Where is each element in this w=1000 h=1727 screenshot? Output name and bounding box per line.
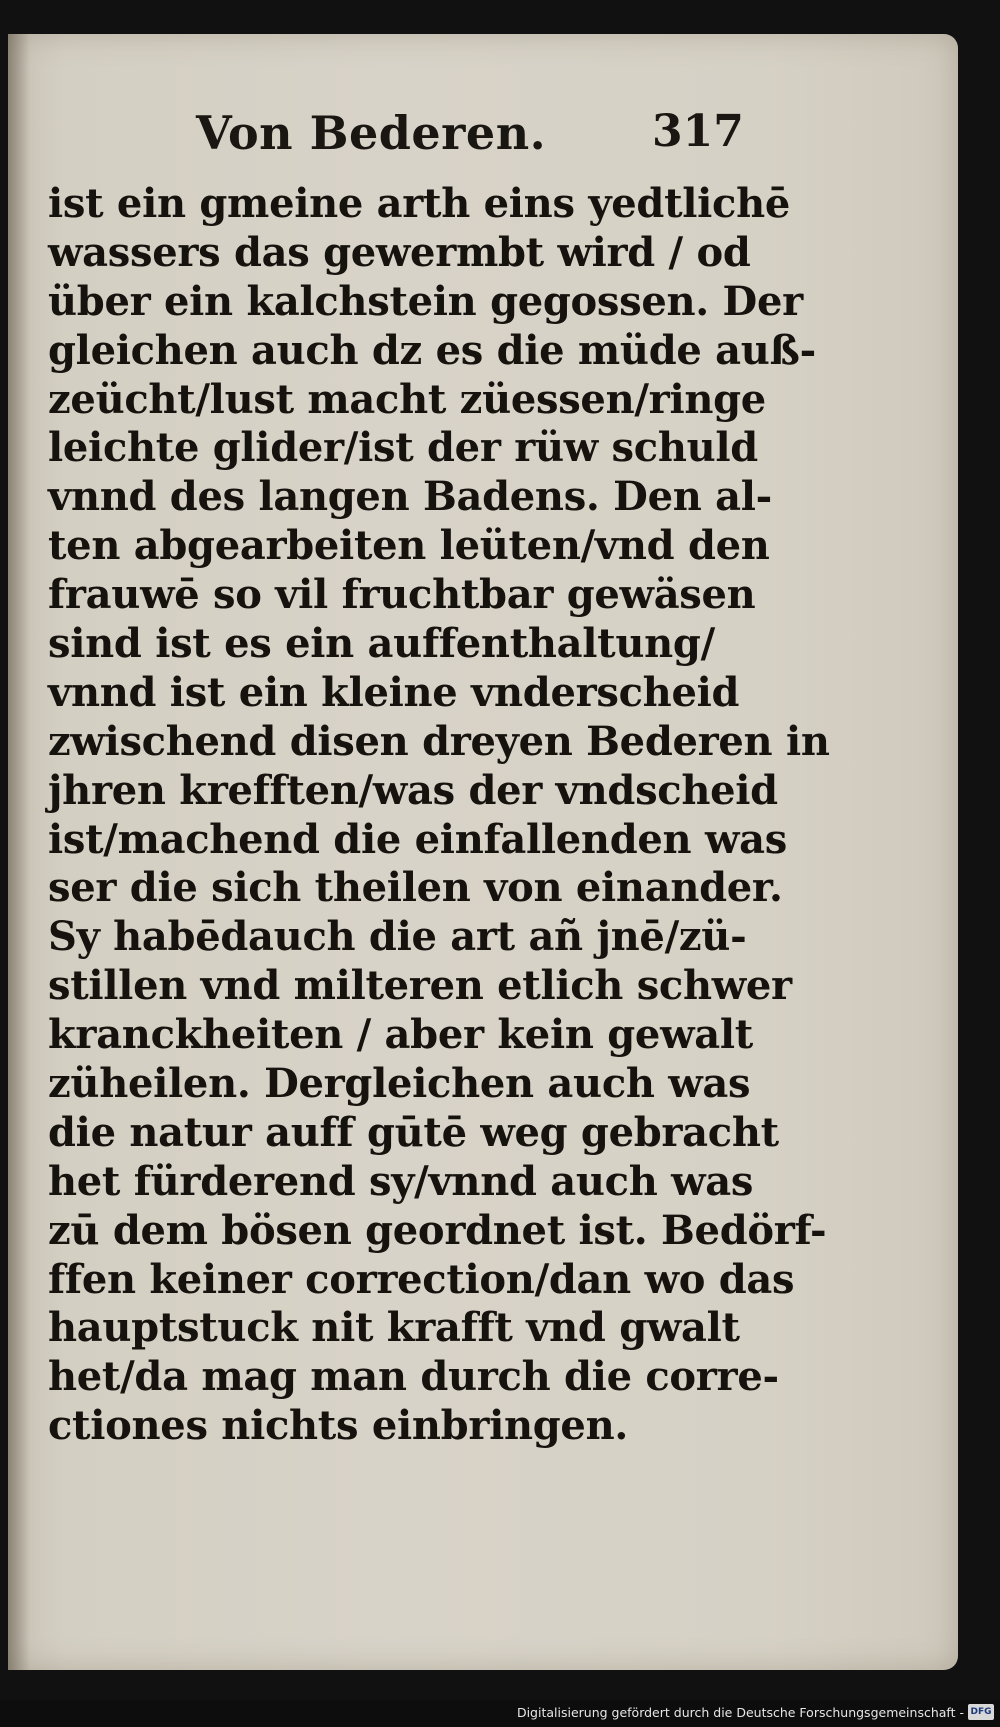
text-line: gleichen auch dz es die müde auß- <box>48 326 816 374</box>
dfg-logo: DFG <box>968 1704 994 1720</box>
body-text <box>48 180 830 1451</box>
text-line: hauptstuck nit krafft vnd gwalt <box>48 1304 740 1352</box>
text-line: ctiones nichts einbringen. <box>48 1402 628 1450</box>
text-line: wassers das gewermbt wird / od <box>48 228 751 276</box>
book-page <box>8 34 958 1670</box>
text-line: ten abgearbeiten leüten/vnd den <box>48 522 770 570</box>
page-number: 317 <box>652 106 744 157</box>
text-line: ist/machend die einfallenden was <box>48 815 787 863</box>
running-head: Von Bederen. <box>196 106 547 160</box>
text-line: kranckheiten / aber kein gewalt <box>48 1011 753 1059</box>
text-line: jhren krefften/was der vndscheid <box>48 766 778 814</box>
digitization-credit: Digitalisierung gefördert durch die Deutsche Forschungsgemeinschaft - <box>516 1705 964 1720</box>
text-line: die natur auff gūtē weg gebracht <box>48 1108 779 1156</box>
text-line: zeücht/lust macht züessen/ringe <box>48 375 766 423</box>
text-line: leichte glider/ist der rüw schuld <box>48 424 758 472</box>
text-line: vnnd des langen Badens. Den al- <box>48 473 772 521</box>
text-line: ser die sich theilen von einander. <box>48 864 783 912</box>
text-line: vnnd ist ein kleine vnderscheid <box>48 668 740 716</box>
text-line: het fürderend sy/vnnd auch was <box>48 1157 754 1205</box>
text-line: zwischend disen dreyen Bederen in <box>48 717 830 765</box>
page-gutter-shadow <box>8 34 30 1670</box>
footer-strip <box>0 1700 1000 1727</box>
text-line: sind ist es ein auffenthaltung/ <box>48 620 715 668</box>
text-line: über ein kalchstein gegossen. Der <box>48 277 803 325</box>
text-line: ist ein gmeine arth eins yedtlichē <box>48 180 791 227</box>
text-line: züheilen. Dergleichen auch was <box>48 1060 751 1108</box>
text-line: frauwē so vil fruchtbar gewäsen <box>48 571 756 619</box>
text-line: zū dem bösen geordnet ist. Bedörf- <box>48 1206 827 1254</box>
text-line: het/da mag man durch die corre- <box>48 1353 779 1401</box>
page-header <box>8 106 958 186</box>
text-line: stillen vnd milteren etlich schwer <box>48 962 792 1010</box>
text-line: Sy habēdauch die art añ jnē/zü- <box>48 913 747 961</box>
text-line: ffen keiner correction/dan wo das <box>48 1255 795 1303</box>
